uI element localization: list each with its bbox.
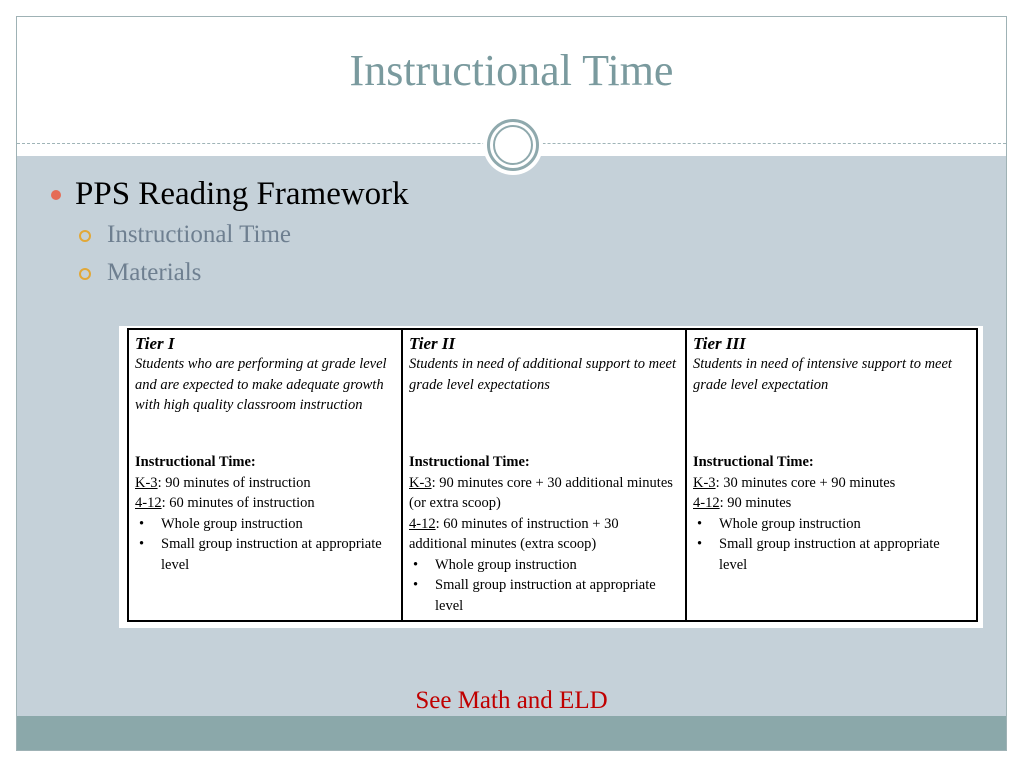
grade-range: 4-12 xyxy=(135,495,162,511)
grade-time: : 60 minutes of instruction xyxy=(161,495,315,511)
tier-bullet: • Small group instruction at appropriate level xyxy=(409,575,679,616)
tier-bullet: • Whole group instruction xyxy=(693,514,970,535)
slide-title: Instructional Time xyxy=(349,46,674,95)
tier-name: Tier I xyxy=(135,334,175,353)
grade-line xyxy=(693,473,970,494)
tier-bullet-list xyxy=(135,514,395,576)
tier-bullet: • Small group instruction at appropriate level xyxy=(135,534,395,575)
tier-description-block xyxy=(409,333,679,452)
tier-description: Students who are performing at grade level and are expected to make adequate growth with high quality classroom instruction xyxy=(135,356,387,413)
tier-name: Tier II xyxy=(409,334,456,353)
tier-cell xyxy=(128,329,402,621)
see-math-eld-note: See Math and ELD xyxy=(415,687,608,714)
tier-bullet: • Whole group instruction xyxy=(135,514,395,535)
grade-line xyxy=(693,493,970,514)
instructional-time-heading: Instructional Time: xyxy=(693,454,814,470)
bullet-main-text: PPS Reading Framework xyxy=(75,176,409,212)
grade-range: 4-12 xyxy=(693,495,720,511)
tier-table-row xyxy=(128,329,977,621)
grade-range: 4-12 xyxy=(409,515,436,532)
filled-circle-bullet-icon xyxy=(51,190,61,200)
tier-description: Students in need of intensive support to meet grade level expectation xyxy=(693,356,952,393)
tier-table xyxy=(127,328,978,622)
hollow-circle-bullet-icon xyxy=(79,268,91,280)
tier-bullet-list xyxy=(409,555,679,617)
grade-line xyxy=(409,473,679,514)
grade-time: : 90 minutes xyxy=(719,495,792,511)
tier-description-block xyxy=(693,333,970,452)
bullet-main xyxy=(75,176,409,213)
instructional-time-heading: Instructional Time: xyxy=(135,454,256,470)
tier-table-image xyxy=(119,326,983,628)
tier-name: Tier III xyxy=(693,334,746,353)
tier-bullet: • Whole group instruction xyxy=(409,555,679,576)
circle-ring-inner-icon xyxy=(493,125,533,165)
tier-cell xyxy=(686,329,977,621)
grade-range: K-3 xyxy=(135,474,158,491)
grade-line xyxy=(135,493,395,514)
hollow-circle-bullet-icon xyxy=(79,230,91,242)
grade-time: : 30 minutes core + 90 minutes xyxy=(715,474,896,491)
grade-line xyxy=(409,514,679,555)
grade-range: K-3 xyxy=(409,474,432,491)
tier-description-block xyxy=(135,333,395,452)
tier-bullet: • Small group instruction at appropriate level xyxy=(693,534,970,575)
bullet-sub-text: Materials xyxy=(107,259,202,286)
slide-frame xyxy=(16,16,1007,751)
bullet-sub-item xyxy=(107,259,201,287)
bullet-sub-item xyxy=(107,221,291,249)
tier-bullet-list xyxy=(693,514,970,576)
grade-line xyxy=(135,473,395,494)
grade-time: : 90 minutes of instruction xyxy=(157,474,311,491)
bullet-sub-text: Instructional Time xyxy=(107,221,292,248)
tier-description: Students in need of additional support to meet grade level expectations xyxy=(409,356,677,393)
tier-cell xyxy=(402,329,686,621)
grade-time: : 90 minutes core + 30 additional minutes (or extra scoop) xyxy=(409,474,673,511)
footer-band xyxy=(17,716,1006,751)
instructional-time-heading: Instructional Time: xyxy=(409,454,530,470)
grade-range: K-3 xyxy=(693,474,716,491)
grade-time: : 60 minutes of instruction + 30 additional minutes (extra scoop) xyxy=(409,515,619,552)
